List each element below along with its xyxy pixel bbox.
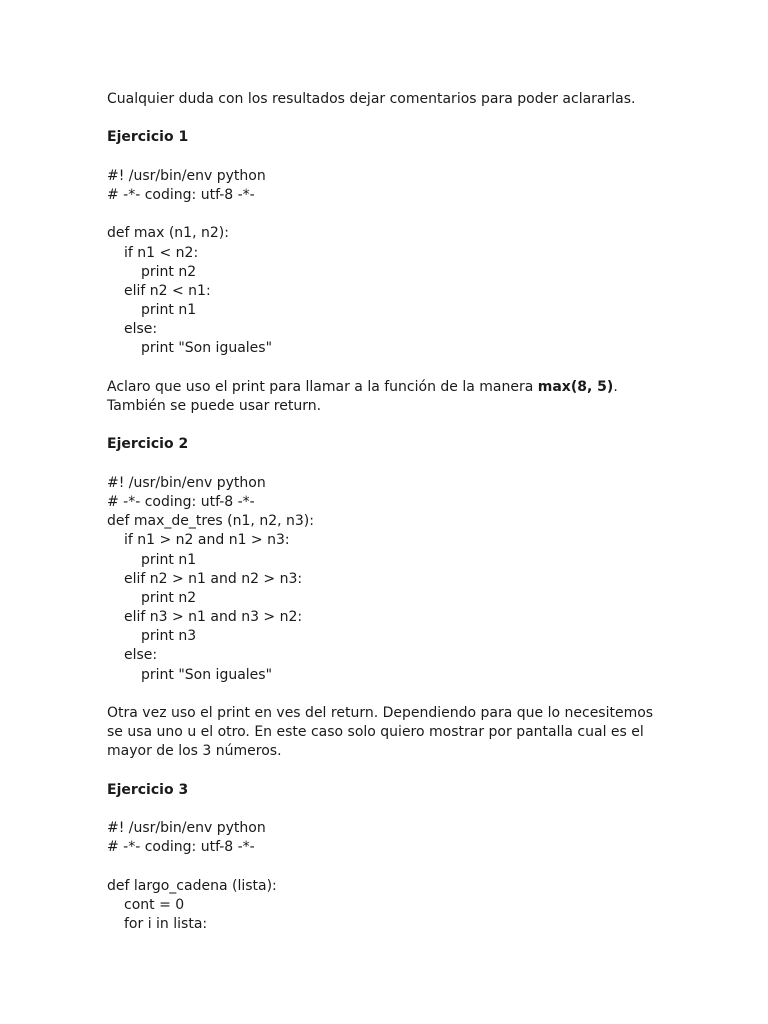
code-line: print n1 <box>141 551 197 568</box>
exercise-2-heading: Ejercicio 2 <box>107 436 189 453</box>
code-line: #! /usr/bin/env python <box>107 474 266 491</box>
note-text: . <box>613 378 618 395</box>
code-line: elif n2 > n1 and n2 > n3: <box>124 570 303 587</box>
code-line: elif n2 < n1: <box>124 282 211 299</box>
code-line: else: <box>124 321 158 338</box>
spacer <box>107 762 667 781</box>
code-line: print n3 <box>141 628 197 645</box>
spacer <box>107 359 667 378</box>
exercise-2-note-line: mayor de los 3 números. <box>107 743 282 760</box>
code-line: if n1 < n2: <box>124 244 199 261</box>
code-line: def max_de_tres (n1, n2, n3): <box>107 513 314 530</box>
spacer <box>107 858 667 877</box>
code-line: def largo_cadena (lista): <box>107 877 277 894</box>
code-line: # -*- coding: utf-8 -*- <box>107 186 255 203</box>
spacer <box>107 800 667 819</box>
code-line: elif n3 > n1 and n3 > n2: <box>124 609 303 626</box>
spacer <box>107 109 667 128</box>
exercise-1-note <box>107 378 667 397</box>
note-text: Aclaro que uso el print para llamar a la función de la manera <box>107 378 538 395</box>
spacer <box>107 685 667 704</box>
intro-text: Cualquier duda con los resultados dejar comentarios para poder aclararlas. <box>107 91 636 107</box>
code-line: cont = 0 <box>124 896 185 913</box>
code-line: def max (n1, n2): <box>107 225 229 242</box>
exercise-3-heading: Ejercicio 3 <box>107 781 189 798</box>
exercise-2-note-line: Otra vez uso el print en ves del return. Dependiendo para que lo necesitemos <box>107 705 654 721</box>
code-line: for i in lista: <box>124 916 208 933</box>
code-line: #! /usr/bin/env python <box>107 167 266 184</box>
code-line: print n2 <box>141 589 197 606</box>
exercise-1-heading: Ejercicio 1 <box>107 129 189 146</box>
spacer <box>107 148 667 167</box>
code-line: #! /usr/bin/env python <box>107 820 266 837</box>
exercise-2-note-line: se usa uno u el otro. En este caso solo quiero mostrar por pantalla cual es el <box>107 724 644 741</box>
code-line: print n2 <box>141 263 197 280</box>
code-line: # -*- coding: utf-8 -*- <box>107 493 255 510</box>
code-line: print "Son iguales" <box>141 340 273 357</box>
exercise-1-note-line2: También se puede usar return. <box>107 398 322 414</box>
note-bold-code: max(8, 5) <box>537 378 614 395</box>
code-line: # -*- coding: utf-8 -*- <box>107 839 255 856</box>
document-page <box>107 90 667 934</box>
code-line: if n1 > n2 and n1 > n3: <box>124 532 290 549</box>
code-line: else: <box>124 647 158 664</box>
spacer <box>107 416 667 435</box>
spacer <box>107 455 667 474</box>
code-line: print "Son iguales" <box>141 666 273 683</box>
spacer <box>107 205 667 224</box>
code-line: print n1 <box>141 302 197 319</box>
